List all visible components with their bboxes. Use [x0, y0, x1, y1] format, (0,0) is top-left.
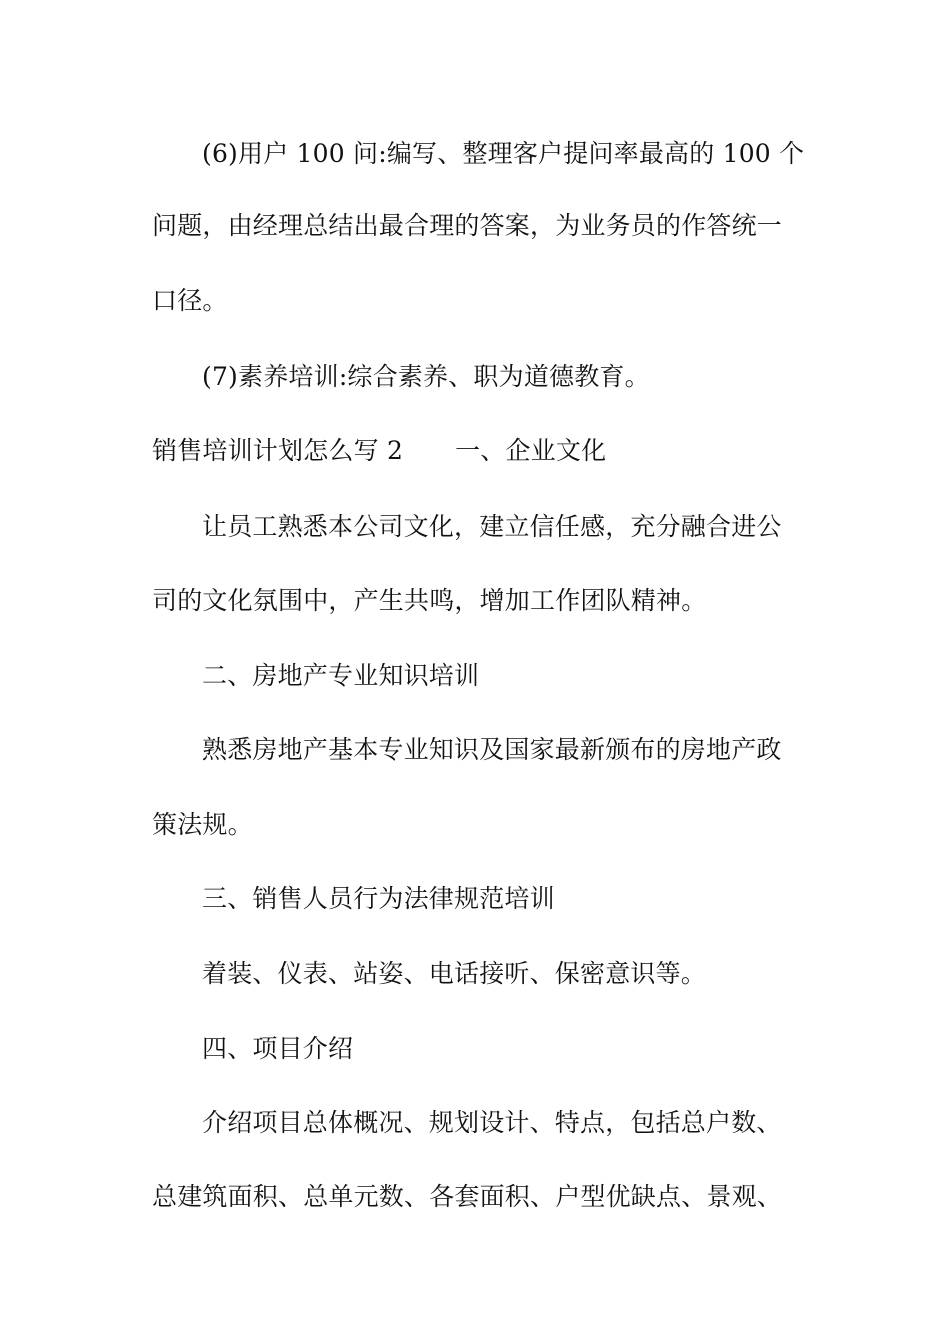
behavior-line-1: 着装、仪表、站姿、电话接听、保密意识等。 [202, 959, 707, 988]
document-title: 销售培训计划怎么写 2 [152, 436, 404, 465]
paragraph-7-line-1: (7)素养培训:综合素养、职为道德教育。 [202, 362, 650, 391]
culture-line-1: 让员工熟悉本公司文化，建立信任感，充分融合进公 [202, 512, 782, 541]
paragraph-6-line-3: 口径。 [152, 286, 228, 315]
section-title-line [152, 434, 812, 468]
project-line-1: 介绍项目总体概况、规划设计、特点，包括总户数、 [202, 1108, 782, 1137]
paragraph-6-line-1: (6)用户 100 问:编写、整理客户提问率最高的 100 个 [202, 139, 805, 168]
heading-3: 三、销售人员行为法律规范培训 [202, 884, 555, 913]
project-line-2: 总建筑面积、总单元数、各套面积、户型优缺点、景观、 [152, 1182, 783, 1211]
heading-2: 二、房地产专业知识培训 [202, 661, 480, 690]
knowledge-line-1: 熟悉房地产基本专业知识及国家最新颁布的房地产政 [202, 735, 782, 764]
knowledge-line-2: 策法规。 [152, 810, 253, 839]
heading-4: 四、项目介绍 [202, 1034, 354, 1063]
culture-line-2: 司的文化氛围中，产生共鸣，增加工作团队精神。 [152, 586, 707, 615]
heading-1: 一、企业文化 [455, 436, 607, 465]
paragraph-6-line-2: 问题，由经理总结出最合理的答案，为业务员的作答统一 [152, 211, 783, 240]
